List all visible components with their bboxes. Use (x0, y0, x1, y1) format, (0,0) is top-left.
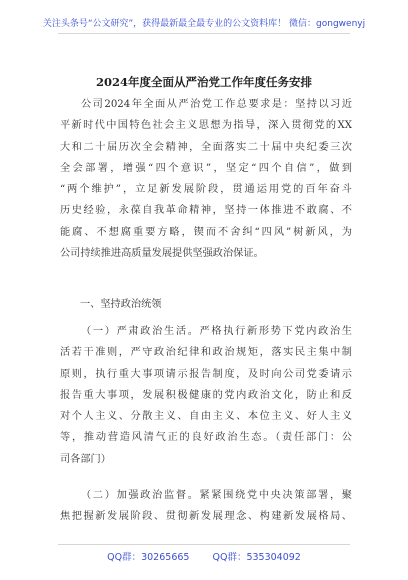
paragraph-line: 公司2024年全面从严治党工作总要求是：坚持以习近 (81, 99, 352, 110)
paragraph-line: 报告重大事项，发展积极健康的党内政治文化，防止和反 (60, 389, 352, 401)
paragraph-line: 历史经验，永葆自我革命精神，坚持一体推进不敢腐、不 (60, 205, 352, 217)
footer-divider (58, 544, 350, 545)
paragraph-line: “两个维护”，立足新发展阶段，贯通运用党的百年奋斗 (60, 184, 352, 196)
header-banner[interactable]: 关注头条号“公文研究”，获得最新最全最专业的公文资料库！ 微信：gongwenyj (42, 19, 366, 29)
qq-group-1[interactable]: QQ群：30265665 (107, 552, 190, 563)
document-title: 2024年度全面从严治党工作年度任务安排 (95, 75, 312, 89)
item-paragraph-political-supervision (60, 485, 352, 528)
paragraph-line: 全会部署，增强“四个意识”，坚定“四个自信”，做到 (60, 162, 352, 174)
paragraph-line: 大和二十届历次全会精神，全面落实二十届中央纪委三次 (60, 141, 352, 153)
paragraph-line: 公司持续推进高质量发展提供坚强政治保证。 (60, 248, 264, 260)
footer-contacts (0, 549, 408, 563)
paragraph-line: 活若干准则，严守政治纪律和政治规矩，落实民主集中制 (60, 347, 352, 359)
paragraph-line: 焦把握新发展阶段、贯彻新发展理念、构建新发展格局、 (60, 511, 352, 523)
paragraph-line: 对个人主义、分散主义、自由主义、本位主义、好人主义 (60, 411, 352, 423)
paragraph-line: 平新时代中国特色社会主义思想为指导，深入贯彻党的XX (60, 120, 352, 132)
item-paragraph-political-life (60, 321, 352, 470)
paragraph-line: （一）严肃政治生活。严格执行新形势下党内政治生 (81, 326, 352, 337)
header-divider (58, 33, 350, 34)
intro-paragraph (60, 94, 352, 264)
paragraph-line: 能腐、不想腐重要方略，锲而不舍纠“四风”树新风，为 (60, 226, 352, 238)
paragraph-line: 司各部门） (60, 453, 111, 465)
paragraph-line: 原则，执行重大事项请示报告制度，及时向公司党委请示 (60, 368, 352, 380)
section-heading: 一、坚持政治统领 (80, 299, 162, 310)
paragraph-line: 等，推动营造风清气正的良好政治生态。（责任部门：公 (60, 432, 352, 444)
paragraph-line: （二）加强政治监督。紧紧围绕党中央决策部署，聚 (81, 490, 352, 501)
qq-group-2[interactable]: QQ群：535304092 (212, 552, 301, 563)
